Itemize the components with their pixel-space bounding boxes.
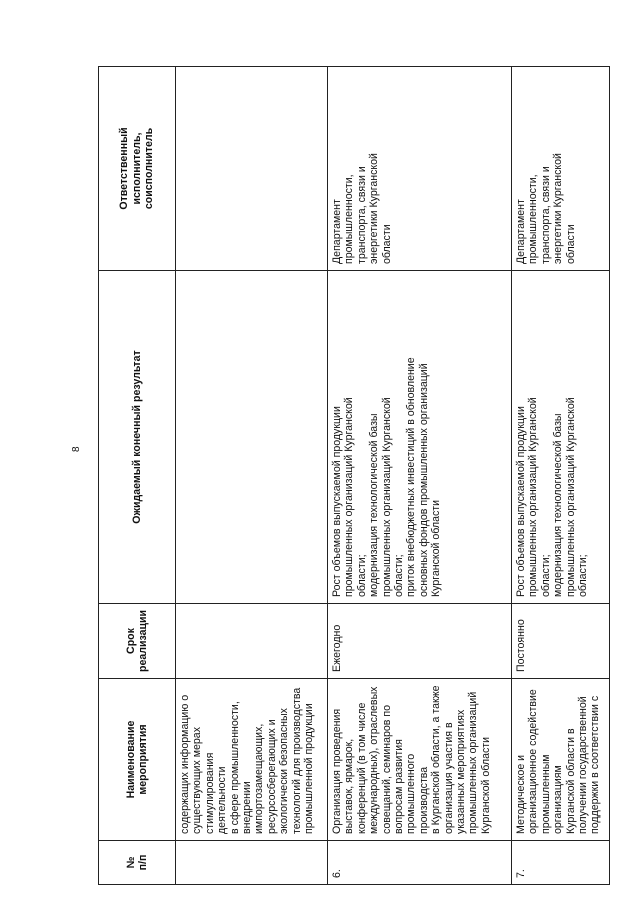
- header-responsible: Ответственный исполнитель, соисполнитель: [99, 67, 176, 271]
- header-expected-result: Ожидаемый конечный результат: [99, 271, 176, 604]
- row-term: Ежегодно: [328, 604, 512, 679]
- row-term: Постоянно: [512, 604, 610, 679]
- row-responsible: Департамент промышленности, транспорта, связи и энергетики Курганской области: [328, 67, 512, 271]
- measures-table-container: [98, 67, 608, 885]
- header-measure-name: Наименование мероприятия: [99, 679, 176, 841]
- row-responsible: Департамент промышленности, транспорта, связи и энергетики Курганской области: [512, 67, 610, 271]
- row-expected-result: Рост объемов выпускаемой продукции промышленных организаций Курганской области; модернизация технологической базы промышленных организаций Курганской области; приток внебюджетных инвестиций в обновление основных фондов промышленных организаций Курганской области: [328, 271, 512, 604]
- row-number: [176, 841, 328, 885]
- measures-table: [98, 66, 610, 885]
- row-expected-result: Рост объемов выпускаемой продукции промышленных организаций Курганской области; модернизация технологической базы промышленных организаций Курганской области;: [512, 271, 610, 604]
- row-expected-result: [176, 271, 328, 604]
- page-number: 8: [71, 446, 82, 452]
- table-header-row: [99, 67, 176, 885]
- row-measure-name: Организация проведения выставок, ярмарок, конференций (в том числе международных), отраслевых совещаний, семинаров по вопросам развития промышленного производства в Курганской области, а также организация участия в указанных мероприятиях промышленных организаций Курганской области: [328, 679, 512, 841]
- table-row: [512, 67, 610, 885]
- row-number: 7.: [512, 841, 610, 885]
- table-row: [176, 67, 328, 885]
- table-row: [328, 67, 512, 885]
- row-measure-name: содержащих информацию о существующих мерах стимулирования деятельности в сфере промышленности, внедрении импортозамещающих, ресурсосберегающих и экологически безопасных технологий для производства промышленной продукции: [176, 679, 328, 841]
- row-number: 6.: [328, 841, 512, 885]
- row-measure-name: Методическое и организационное содействие промышленным организациям Курганской области в получении государственной поддержки в соответствии с: [512, 679, 610, 841]
- row-responsible: [176, 67, 328, 271]
- header-term: Срок реализации: [99, 604, 176, 679]
- header-number: № п/п: [99, 841, 176, 885]
- row-term: [176, 604, 328, 679]
